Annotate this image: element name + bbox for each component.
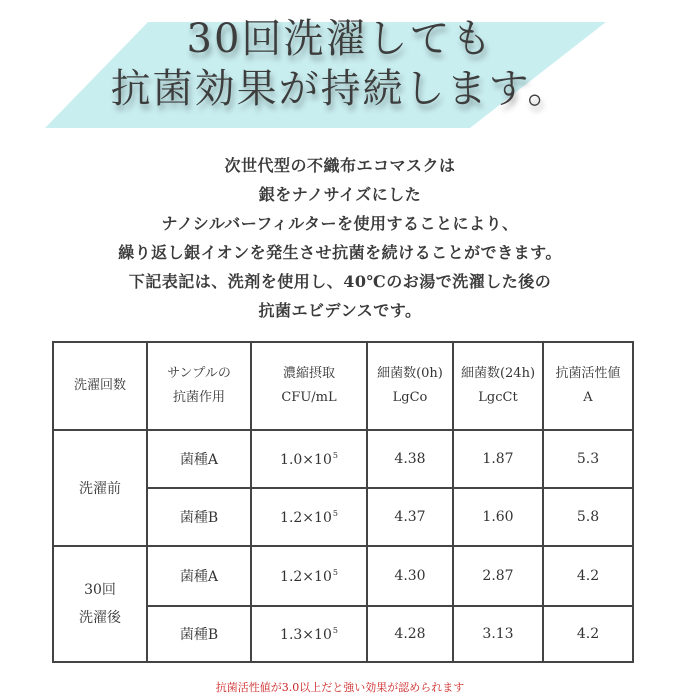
headline-line-1: 30回洗濯しても: [186, 16, 494, 62]
group-label: 洗濯前: [53, 430, 147, 546]
count-0h-cell: 4.37: [367, 488, 453, 546]
sample-cell: 菌種A: [147, 546, 251, 606]
intro-line: ナノシルバーフィルターを使用することにより、: [161, 214, 519, 233]
count-0h-cell: 4.30: [367, 546, 453, 606]
table-header-row: [53, 342, 633, 430]
count-24h-cell: 1.60: [453, 488, 543, 546]
footnote: 抗菌活性値が3.0以上だと強い効果が認められます: [215, 681, 465, 694]
header-count-24h: 細菌数(24h) LgcCt: [453, 342, 543, 430]
intro-text: [0, 151, 680, 325]
concentration-cell: $1.3\times 10^5$: [251, 606, 367, 662]
headline-line-2: 抗菌効果が持続します。: [110, 66, 570, 112]
concentration-cell: $1.2\times 10^5$: [251, 488, 367, 546]
headline: [0, 14, 680, 114]
table-row: [53, 546, 633, 606]
intro-line: 繰り返し銀イオンを発生させ抗菌を続けることができます。: [118, 243, 562, 262]
count-24h-cell: 2.87: [453, 546, 543, 606]
count-0h-cell: 4.28: [367, 606, 453, 662]
intro-line: 下記表記は、洗剤を使用し、40℃のお湯で洗濯した後の: [128, 272, 552, 291]
count-0h-cell: 4.38: [367, 430, 453, 488]
concentration-cell: $1.2\times 10^5$: [251, 546, 367, 606]
sample-cell: 菌種B: [147, 606, 251, 662]
header-count-0h: 細菌数(0h) LgCo: [367, 342, 453, 430]
intro-line: 銀をナノサイズにした: [258, 185, 422, 204]
activity-cell: 4.2: [543, 606, 633, 662]
concentration-cell: $1.0\times 10^5$: [251, 430, 367, 488]
activity-cell: 5.3: [543, 430, 633, 488]
header-activity-value: 抗菌活性値 A: [543, 342, 633, 430]
sample-cell: 菌種A: [147, 430, 251, 488]
header-sample: サンプルの 抗菌作用: [147, 342, 251, 430]
count-24h-cell: 3.13: [453, 606, 543, 662]
activity-cell: 5.8: [543, 488, 633, 546]
sample-cell: 菌種B: [147, 488, 251, 546]
group-label: 30回 洗濯後: [53, 546, 147, 662]
header-wash-count: 洗濯回数: [53, 342, 147, 430]
intro-line: 抗菌エビデンスです。: [258, 301, 422, 320]
header-concentration: 濃縮摂取 CFU/mL: [251, 342, 367, 430]
activity-cell: 4.2: [543, 546, 633, 606]
intro-line: 次世代型の不織布エコマスクは: [224, 156, 456, 175]
table-row: [53, 430, 633, 488]
antibacterial-evidence-table: [52, 341, 634, 663]
count-24h-cell: 1.87: [453, 430, 543, 488]
